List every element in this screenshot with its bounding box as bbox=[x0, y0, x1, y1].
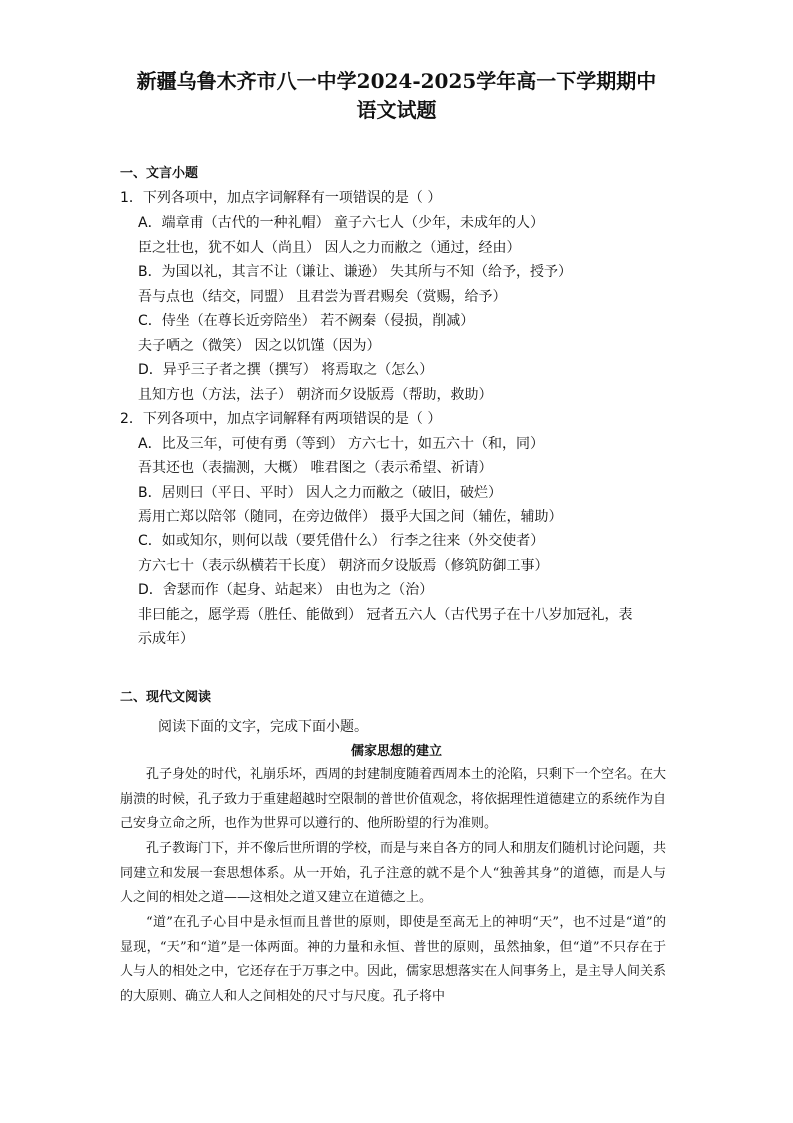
section-heading-classical: 一、文言小题 bbox=[120, 166, 199, 181]
q2-option-c-cont: 方六七十（表示纵横若干长度） 朝济而夕设版焉（修筑防御工事） bbox=[138, 558, 549, 574]
question-2-stem: 2．下列各项中，加点字词解释有两项错误的是（ ） bbox=[120, 411, 442, 427]
q2-option-a: A．比及三年，可使有勇（等到） 方六七十，如五六十（和，同） bbox=[138, 436, 545, 452]
q1-option-b-cont: 吾与点也（结交，同盟） 且君尝为晋君赐矣（赏赐，给予） bbox=[138, 289, 507, 305]
q1-option-a: A．端章甫（古代的一种礼帽） 童子六七人（少年，未成年的人） bbox=[138, 215, 545, 231]
q2-option-d: D．舍瑟而作（起身、站起来） 由也为之（治） bbox=[138, 582, 434, 598]
q1-option-d: D．异乎三子者之撰（撰写） 将焉取之（怎么） bbox=[138, 362, 434, 378]
q2-option-d-cont2: 示成年） bbox=[138, 631, 194, 647]
q1-option-d-cont: 且知方也（方法，法子） 朝济而夕设版焉（帮助，救助） bbox=[138, 387, 493, 403]
q1-option-c: C．侍坐（在尊长近旁陪坐） 若不阙秦（侵损，削减） bbox=[138, 313, 475, 329]
q2-option-b: B．居则曰（平日、平时） 因人之力而敝之（破旧，破烂） bbox=[138, 485, 503, 501]
q1-option-a-cont: 臣之壮也，犹不如人（尚且） 因人之力而敝之（通过，经由） bbox=[138, 240, 521, 256]
q1-option-b: B．为国以礼，其言不让（谦让、谦逊） 失其所与不知（给予，授予） bbox=[138, 264, 573, 280]
section-heading-modern: 二、现代文阅读 bbox=[120, 690, 212, 705]
q1-option-c-cont: 夫子哂之（微笑） 因之以饥馑（因为） bbox=[138, 338, 381, 354]
reading-instruction: 阅读下面的文字，完成下面小题。 bbox=[158, 719, 368, 735]
q2-option-a-cont: 吾其还也（表揣测，大概） 唯君图之（表示希望、祈请） bbox=[138, 460, 493, 476]
q2-option-d-cont: 非曰能之，愿学焉（胜任、能做到） 冠者五六人（古代男子在十八岁加冠礼，表 bbox=[138, 607, 633, 623]
q2-option-c: C．如或知尔，则何以哉（要凭借什么） 行李之往来（外交使者） bbox=[138, 533, 545, 549]
article-paragraph: 孔子身处的时代，礼崩乐坏，西周的封建制度随着西周本土的沦陷，只剩下一个空名。在大崩溃的时候，孔子致力于重建超越时空限制的普世价值观念，将依据理性道德建立的系统作为自己安身立命之所，也作为世界可以遵行的、他所盼望的行为准则。 bbox=[120, 767, 666, 831]
article-paragraph: 孔子教诲门下，并不像后世所谓的学校，而是与来自各方的同人和朋友们随机讨论问题，共同建立和发展一套思想体系。从一开始，孔子注意的就不是个人“独善其身”的道德，而是人与人之间的相处之道——这相处之道又建立在道德之上。 bbox=[120, 841, 666, 905]
question-1-stem: 1．下列各项中，加点字词解释有一项错误的是（ ） bbox=[120, 190, 442, 206]
document-title: 新疆乌鲁木齐市八一中学2024-2025学年高一下学期期中 bbox=[136, 69, 657, 93]
article-title: 儒家思想的建立 bbox=[350, 744, 442, 759]
q2-option-b-cont: 焉用亡郑以陪邻（随同，在旁边做伴） 摄乎大国之间（辅佐，辅助） bbox=[138, 509, 563, 525]
article-paragraph: “道”在孔子心目中是永恒而且普世的原则，即使是至高无上的神明“天”，也不过是“道”的显现，“天”和“道”是一体两面。神的力量和永恒、普世的原则，虽然抽象，但“道”不只存在于人与人的相处之中，它还存在于万事之中。因此，儒家思想落实在人间事务上，是主导人间关系的大原则、确立人和人之间相处的尺寸与尺度。孔子将中 bbox=[120, 915, 666, 1004]
document-subtitle: 语文试题 bbox=[356, 98, 437, 122]
